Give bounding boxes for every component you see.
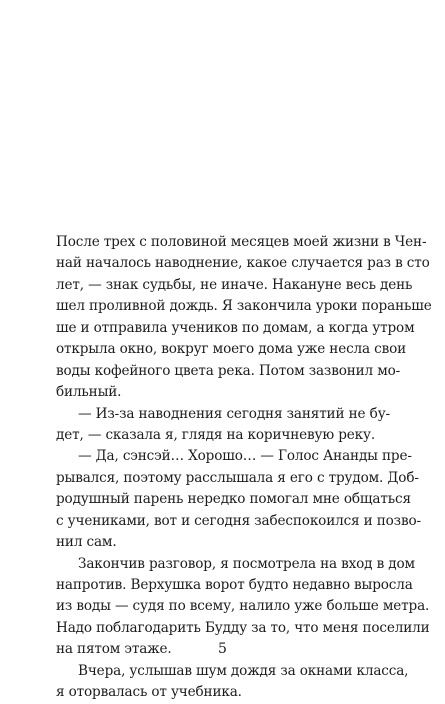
text-line: нил сам. bbox=[56, 534, 117, 551]
text-line: бильный. bbox=[56, 384, 122, 401]
text-line: ше и отправила учеников по домам, а когда утром bbox=[56, 319, 415, 336]
text-line: с учениками, вот и сегодня забеспокоился и позво- bbox=[56, 512, 421, 529]
text-line: — Да, сэнсэй… Хорошо… — Голос Ананды пре- bbox=[78, 448, 412, 465]
text-line: воды кофейного цвета река. Потом зазвонил мо- bbox=[56, 362, 401, 379]
body-text bbox=[56, 232, 432, 704]
text-line: я оторвалась от учебника. bbox=[56, 684, 242, 701]
text-line: родушный парень нередко помогал мне общаться bbox=[56, 491, 411, 508]
text-line: дет, — сказала я, глядя на коричневую реку. bbox=[56, 426, 376, 443]
page-number: 5 bbox=[218, 641, 227, 657]
text-line: из воды — судя по всему, налило уже больше метра. bbox=[56, 598, 430, 615]
text-line: открыла окно, вокруг моего дома уже несла свои bbox=[56, 341, 407, 358]
text-line: После трех с половиной месяцев моей жизни в Чен- bbox=[56, 234, 427, 250]
text-line: най началось наводнение, какое случается раз в сто bbox=[56, 255, 430, 272]
text-line: Закончив разговор, я посмотрела на вход в дом bbox=[78, 555, 415, 572]
text-line: рывался, поэтому расслышала я его с трудом. Доб- bbox=[56, 469, 419, 486]
text-line: напротив. Верхушка ворот будто недавно выросла bbox=[56, 577, 413, 593]
text-line: лет, — знак судьбы, не иначе. Накануне весь день bbox=[56, 276, 413, 293]
text-line: шел проливной дождь. Я закончила уроки пораньше bbox=[56, 298, 432, 315]
text-line: Надо поблагодарить Будду за то, что меня поселили bbox=[56, 619, 430, 636]
text-line: на пятом этаже. bbox=[56, 641, 172, 658]
text-line: — Из-за наводнения сегодня занятий не бу- bbox=[78, 405, 390, 422]
text-line: Вчера, услышав шум дождя за окнами класса, bbox=[78, 662, 409, 679]
